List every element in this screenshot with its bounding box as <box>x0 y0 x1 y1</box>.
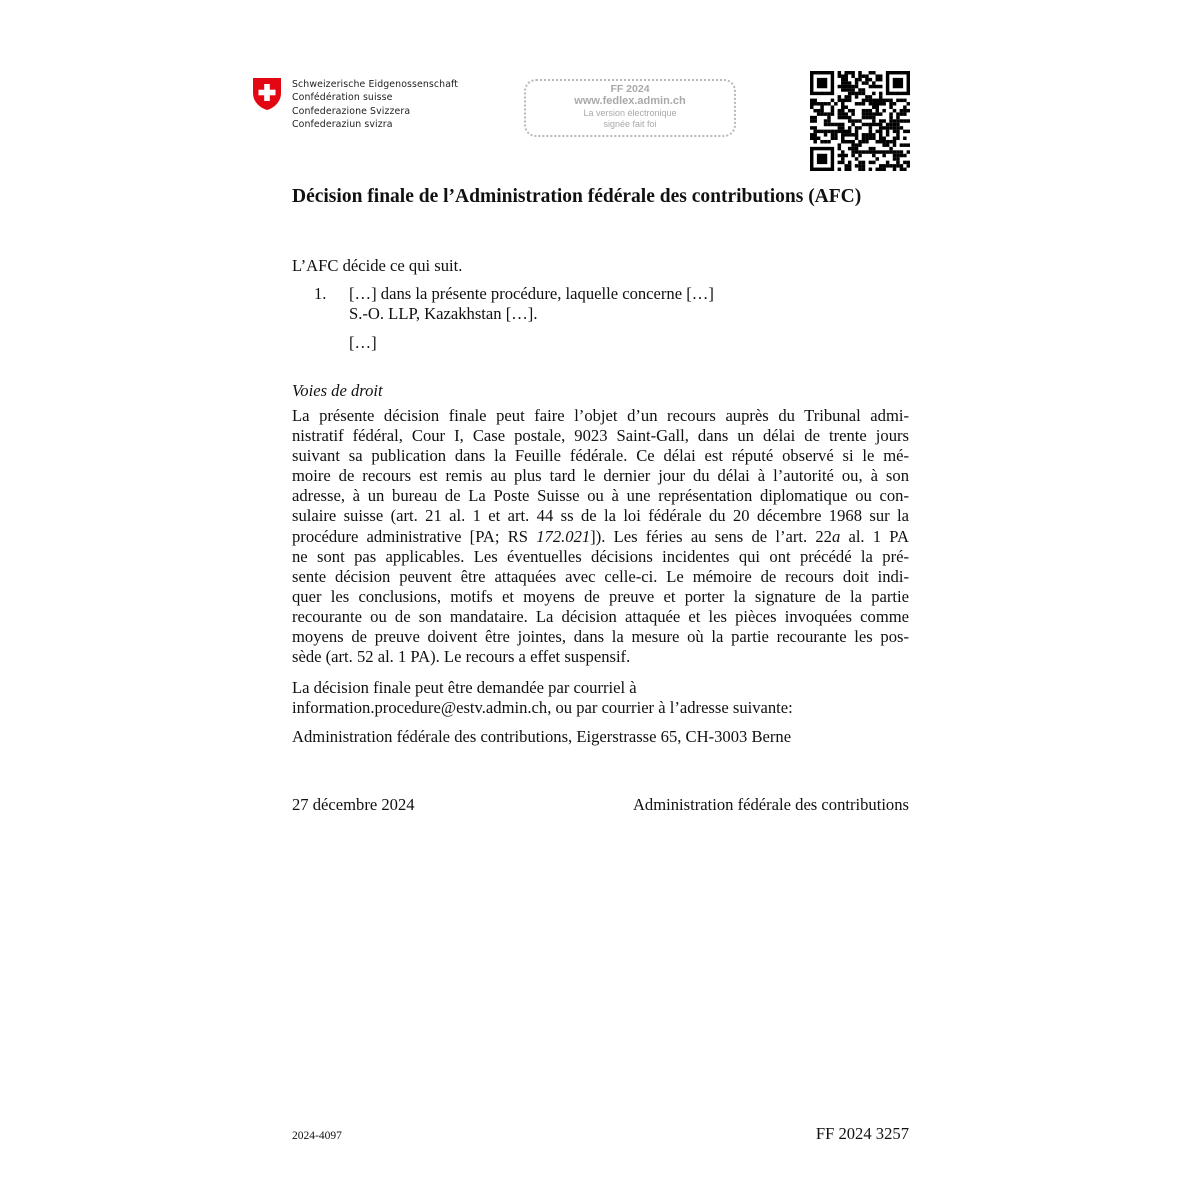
stamp-line-4: signée fait foi <box>603 119 657 129</box>
list-item-line-2: S.-O. LLP, Kazakhstan […]. <box>349 304 538 323</box>
postal-address: Administration fédérale des contributions, Eigerstrasse 65, CH-3003 Berne <box>292 727 792 746</box>
paragraph-line: ne sont pas applicables. Les éventuelles décisions incidentes qui ont précédé la pré- <box>292 546 909 566</box>
document-number: 2024-4097 <box>292 1130 342 1142</box>
qr-code-icon <box>810 71 910 171</box>
list-item-number: 1. <box>314 284 327 303</box>
text-segment: procédure administrative [PA; RS <box>292 526 537 546</box>
swiss-coat-of-arms-icon <box>252 77 282 111</box>
paragraph-line: sède (art. 52 al. 1 PA). Le recours a effet suspensif. <box>292 647 631 667</box>
request-paragraph <box>292 678 793 718</box>
paragraph-line: nistratif fédéral, Cour I, Case postale, 9023 Saint-Gall, dans un délai de trente jours <box>292 426 909 446</box>
paragraph-line: sente décision peuvent être attaquées avec celle-ci. Le mémoire de recours doit indi- <box>292 566 909 586</box>
paragraph-line: recourante ou de son mandataire. La décision attaquée et les pièces invoquées comme <box>292 606 909 626</box>
document-title: Décision finale de l’Administration fédérale des contributions (AFC) <box>292 186 862 207</box>
stamp-url: www.fedlex.admin.ch <box>574 95 686 107</box>
confederation-name-it: Confederazione Svizzera <box>292 105 411 117</box>
signatory: Administration fédérale des contributions <box>632 795 909 814</box>
publication-reference: FF 2024 3257 <box>815 1124 909 1143</box>
confederation-name-rm: Confederaziun svizra <box>292 118 393 130</box>
text-segment: al. 1 PA <box>840 526 909 546</box>
confederation-name-de: Schweizerische Eidgenossenschaft <box>292 79 459 90</box>
list-item-line-1: […] dans la présente procédure, laquelle concerne […] <box>349 284 714 303</box>
confederation-name-fr: Confédération suisse <box>292 92 393 104</box>
section-heading-remedies: Voies de droit <box>292 381 383 400</box>
confederation-names <box>292 78 458 131</box>
list-item <box>349 284 714 324</box>
paragraph-line: sulaire suisse (art. 21 al. 1 et art. 44 ss de la loi fédérale du 20 décembre 1968 sur la <box>292 506 909 526</box>
request-line-2: information.procedure@estv.admin.ch, ou par courrier à l’adresse suivante: <box>292 698 793 717</box>
stamp-line-1: FF 2024 <box>610 83 650 95</box>
document-date: 27 décembre 2024 <box>292 795 415 814</box>
legal-remedies-paragraph <box>292 406 909 667</box>
rs-number: 172.021 <box>536 526 591 546</box>
paragraph-line: quer les conclusions, motifs et moyens de preuve et porter la signature de la partie <box>292 586 909 606</box>
paragraph-line: moyens de preuve doivent être jointes, dans la mesure où la partie recourante les pos- <box>292 627 909 647</box>
paragraph-line: adresse, à un bureau de La Poste Suisse ou à une représentation diplomatique ou con- <box>292 486 909 506</box>
omission-mark: […] <box>349 333 377 352</box>
paragraph-line: suivant sa publication dans la Feuille fédérale. Ce délai est réputé observé si le mé- <box>292 446 909 466</box>
article-letter: a <box>831 526 841 546</box>
text-segment: ]). Les féries au sens de l’art. 22 <box>590 526 832 546</box>
paragraph-line: La présente décision finale peut faire l’objet d’un recours auprès du Tribunal admi- <box>292 406 909 425</box>
request-line-1: La décision finale peut être demandée par courriel à <box>292 678 637 697</box>
electronic-signature-stamp <box>524 79 736 137</box>
stamp-line-3: La version électronique <box>583 108 677 118</box>
paragraph-line-mixed <box>292 527 909 547</box>
intro-text: L’AFC décide ce qui suit. <box>292 256 463 275</box>
paragraph-line: moire de recours est remis au plus tard le dernier jour du délai à l’autorité ou, à son <box>292 466 909 486</box>
